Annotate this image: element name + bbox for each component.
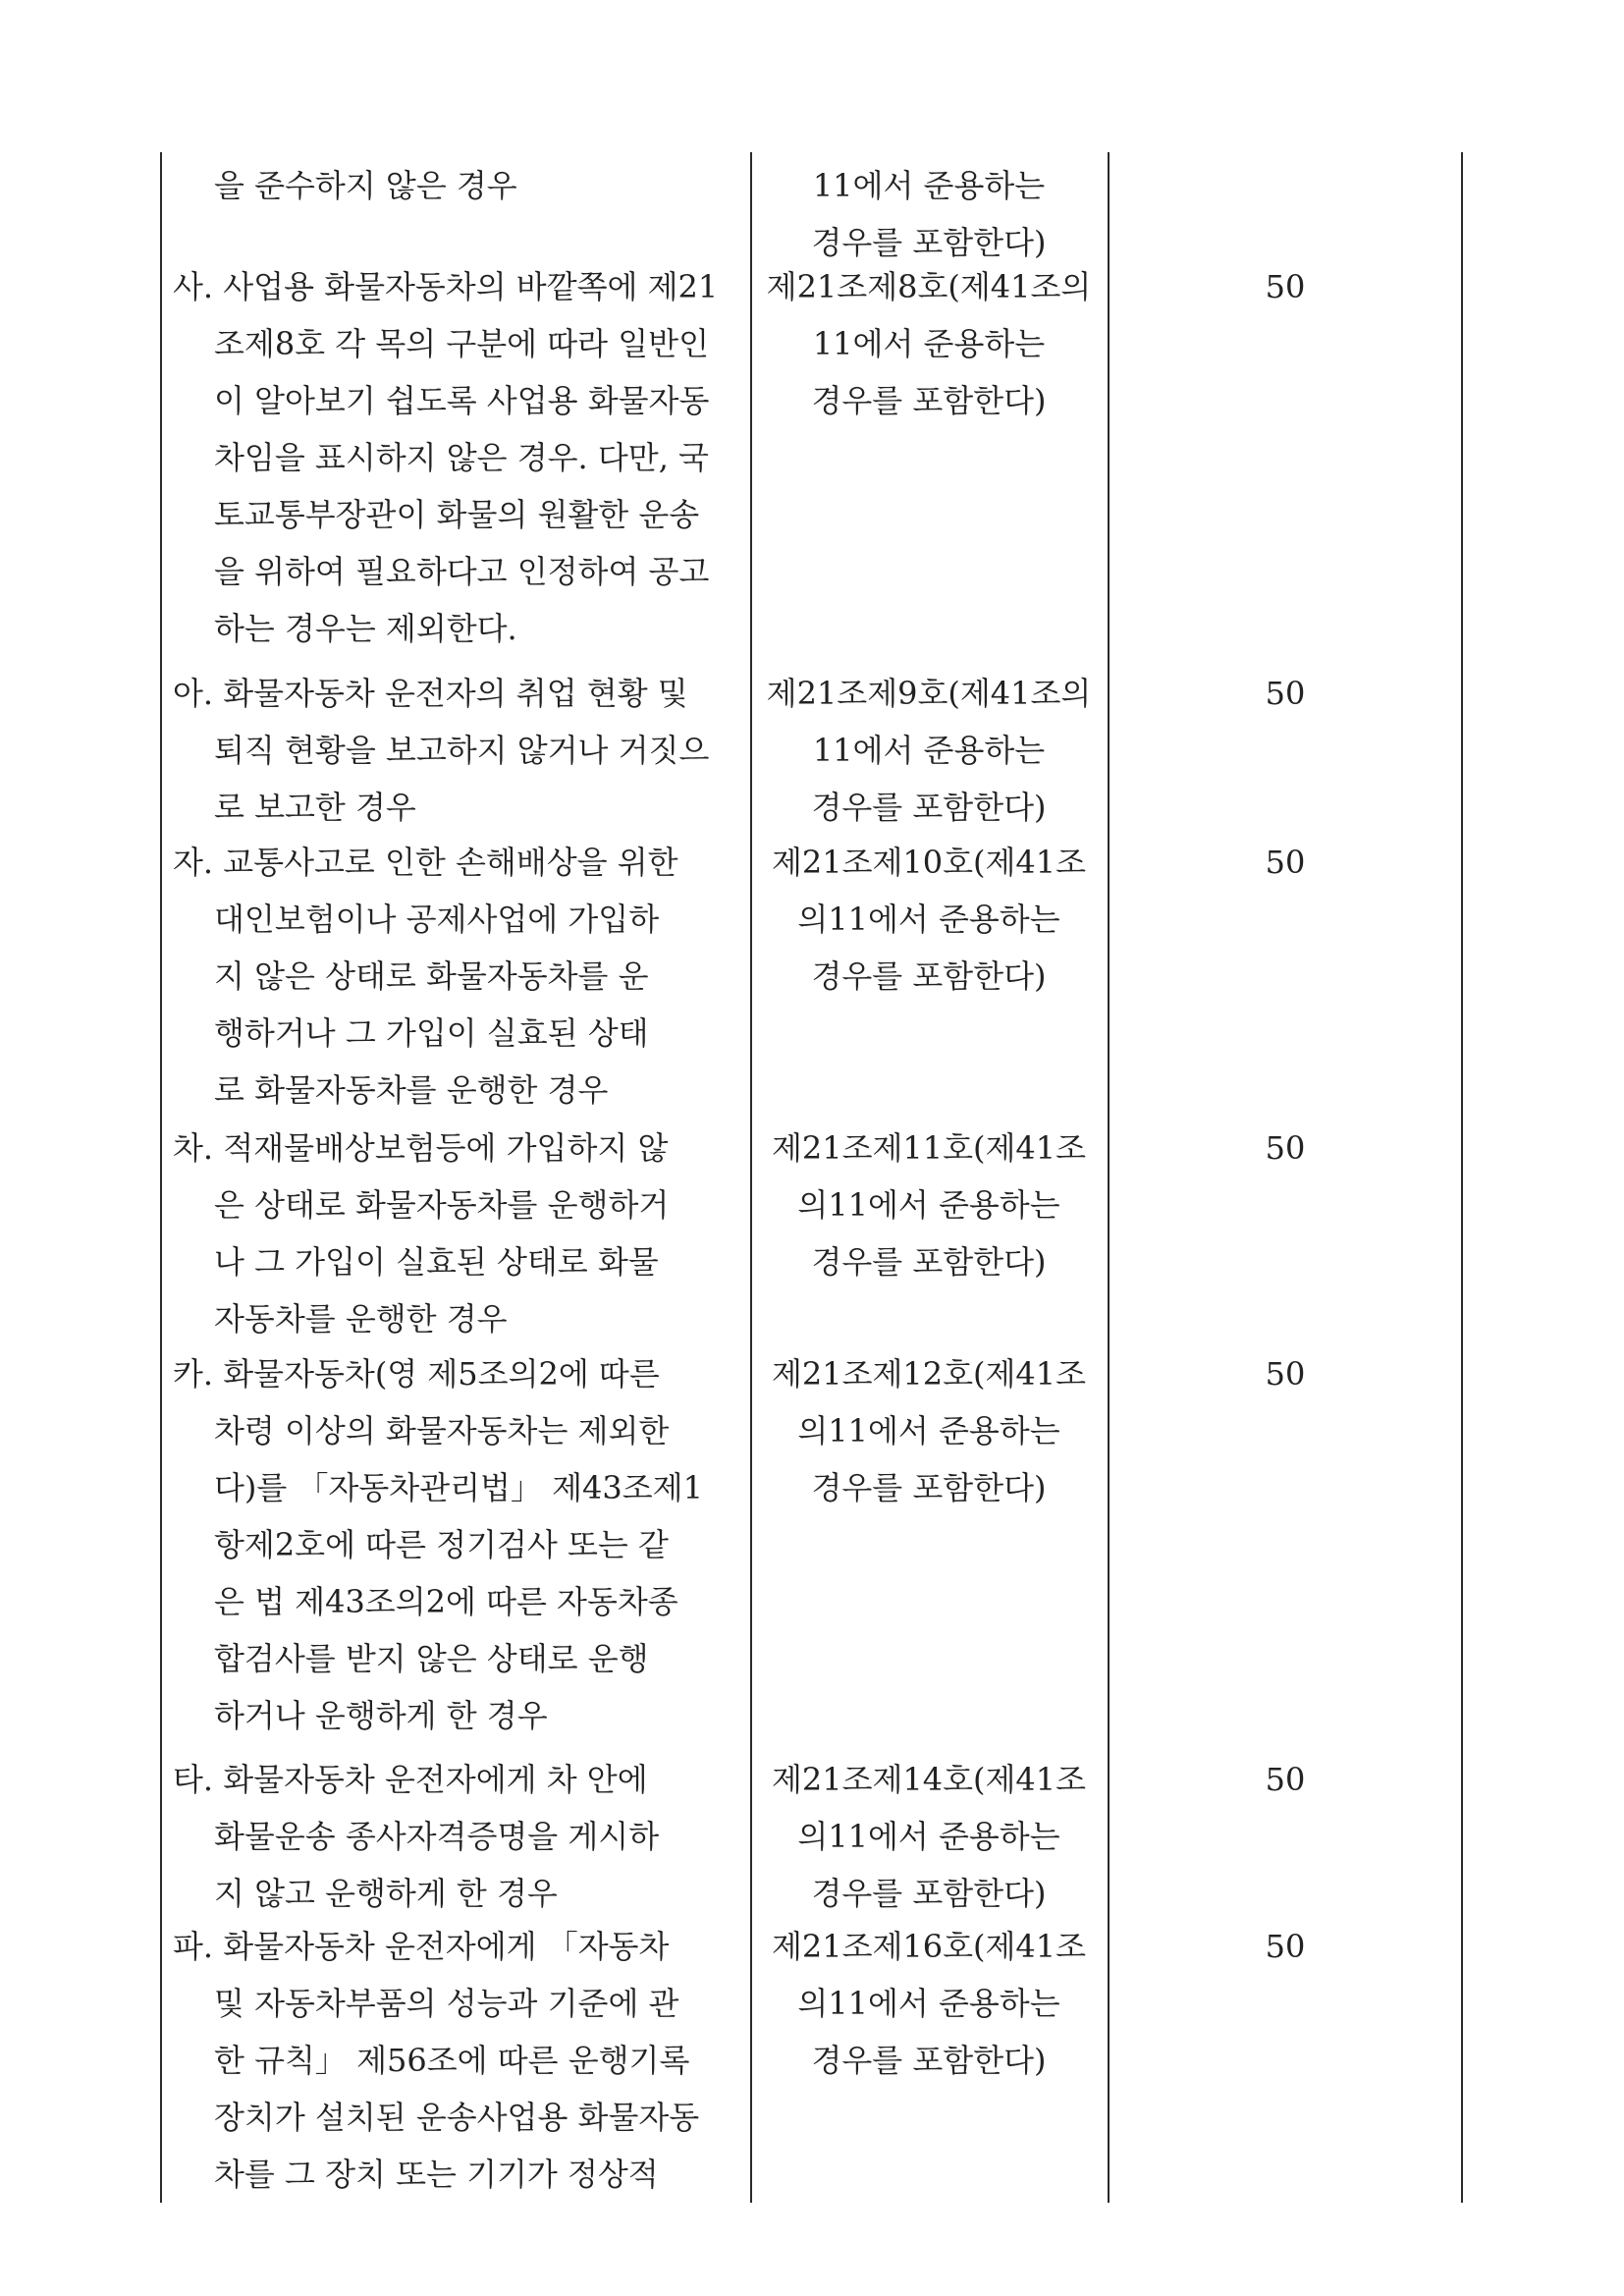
violation-description bbox=[173, 834, 742, 1119]
legal-basis-line: 경우를 포함한다) bbox=[811, 1243, 1047, 1281]
penalty-amount: 50 bbox=[1265, 844, 1306, 881]
table-border-col2 bbox=[1108, 152, 1110, 2203]
penalty-amount: 50 bbox=[1265, 268, 1306, 305]
description-line: 파. 화물자동차 운전자에게 「자동차 bbox=[173, 1928, 670, 1965]
description-line: 합검사를 받지 않은 상태로 운행 bbox=[214, 1640, 649, 1677]
description-line: 한 규칙」 제56조에 따른 운행기록 bbox=[214, 2042, 690, 2079]
description-line: 화물운송 종사자격증명을 게시하 bbox=[214, 1818, 660, 1855]
legal-basis-line: 의11에서 준용하는 bbox=[797, 1985, 1060, 2022]
description-line: 행하거나 그 가입이 실효된 상태 bbox=[214, 1014, 649, 1052]
description-line: 차를 그 장치 또는 기기가 정상적 bbox=[214, 2156, 659, 2193]
legal-basis bbox=[756, 1751, 1102, 1922]
table-border-left bbox=[160, 152, 162, 2203]
description-line: 을 위하여 필요하다고 인정하여 공고 bbox=[214, 553, 710, 590]
description-line: 지 않고 운행하게 한 경우 bbox=[214, 1875, 558, 1912]
description-line: 카. 화물자동차(영 제5조의2에 따른 bbox=[173, 1355, 660, 1393]
table-border-right bbox=[1461, 152, 1463, 2203]
violation-description bbox=[173, 1918, 742, 2203]
legal-basis bbox=[756, 834, 1102, 1005]
legal-basis-line: 제21조제16호(제41조 bbox=[771, 1928, 1087, 1965]
violation-description bbox=[173, 1751, 742, 1922]
legal-basis bbox=[756, 1120, 1102, 1290]
description-line: 나 그 가입이 실효된 상태로 화물 bbox=[214, 1243, 659, 1281]
description-line: 타. 화물자동차 운전자에게 차 안에 bbox=[173, 1761, 648, 1798]
violation-description bbox=[173, 1120, 742, 1347]
legal-basis-line: 경우를 포함한다) bbox=[811, 789, 1047, 826]
legal-basis-line: 제21조제8호(제41조의 bbox=[766, 268, 1092, 305]
legal-basis-line: 경우를 포함한다) bbox=[811, 382, 1047, 419]
violation-description bbox=[173, 157, 742, 214]
description-line: 사. 사업용 화물자동차의 바깥쪽에 제21 bbox=[173, 268, 719, 305]
description-line: 지 않은 상태로 화물자동차를 운 bbox=[214, 957, 649, 995]
description-line: 대인보험이나 공제사업에 가입하 bbox=[214, 901, 660, 938]
penalty-amount: 50 bbox=[1265, 1761, 1306, 1798]
legal-basis-line: 의11에서 준용하는 bbox=[797, 1186, 1060, 1224]
legal-basis-line: 제21조제11호(제41조 bbox=[771, 1129, 1087, 1167]
legal-basis-line: 11에서 준용하는 bbox=[812, 732, 1046, 769]
description-line: 로 화물자동차를 운행한 경우 bbox=[214, 1071, 609, 1109]
legal-basis-line: 제21조제12호(제41조 bbox=[771, 1355, 1087, 1393]
legal-basis-line: 경우를 포함한다) bbox=[811, 224, 1047, 261]
violation-description bbox=[173, 1345, 742, 1744]
penalty-amount: 50 bbox=[1265, 1129, 1306, 1167]
description-line: 을 준수하지 않은 경우 bbox=[214, 167, 517, 204]
legal-basis-line: 11에서 준용하는 bbox=[812, 167, 1046, 204]
legal-basis-line: 11에서 준용하는 bbox=[812, 325, 1046, 362]
legal-basis-line: 경우를 포함한다) bbox=[811, 1875, 1047, 1912]
legal-basis bbox=[756, 258, 1102, 429]
legal-basis-line: 제21조제9호(제41조의 bbox=[766, 675, 1092, 712]
legal-basis-line: 의11에서 준용하는 bbox=[797, 1412, 1060, 1449]
legal-basis-line: 제21조제10호(제41조 bbox=[771, 844, 1087, 881]
table-border-col1 bbox=[750, 152, 752, 2203]
penalty-amount: 50 bbox=[1265, 1355, 1306, 1393]
legal-basis-line: 경우를 포함한다) bbox=[811, 957, 1047, 995]
penalty-amount: 50 bbox=[1265, 1928, 1306, 1965]
violation-description bbox=[173, 665, 742, 836]
description-line: 항제2호에 따른 정기검사 또는 같 bbox=[214, 1526, 669, 1563]
legal-basis-line: 의11에서 준용하는 bbox=[797, 901, 1060, 938]
description-line: 퇴직 현황을 보고하지 않거나 거짓으 bbox=[214, 732, 710, 769]
description-line: 하는 경우는 제외한다. bbox=[214, 610, 517, 647]
description-line: 로 보고한 경우 bbox=[214, 789, 416, 826]
description-line: 은 상태로 화물자동차를 운행하거 bbox=[214, 1186, 670, 1224]
legal-basis-line: 경우를 포함한다) bbox=[811, 2042, 1047, 2079]
description-line: 하거나 운행하게 한 경우 bbox=[214, 1697, 548, 1734]
legal-basis-line: 의11에서 준용하는 bbox=[797, 1818, 1060, 1855]
description-line: 은 법 제43조의2에 따른 자동차종 bbox=[214, 1583, 678, 1620]
description-line: 조제8호 각 목의 구분에 따라 일반인 bbox=[214, 325, 709, 362]
description-line: 차. 적재물배상보험등에 가입하지 않 bbox=[173, 1129, 669, 1167]
penalty-amount: 50 bbox=[1265, 675, 1306, 712]
legal-basis-line: 경우를 포함한다) bbox=[811, 1469, 1047, 1506]
legal-basis bbox=[756, 1918, 1102, 2089]
violation-description bbox=[173, 258, 742, 657]
legal-basis bbox=[756, 1345, 1102, 1516]
legal-basis bbox=[756, 157, 1102, 271]
description-line: 및 자동차부품의 성능과 기준에 관 bbox=[214, 1985, 679, 2022]
legal-basis-line: 제21조제14호(제41조 bbox=[771, 1761, 1087, 1798]
description-line: 자. 교통사고로 인한 손해배상을 위한 bbox=[173, 844, 678, 881]
description-line: 토교통부장관이 화물의 원활한 운송 bbox=[214, 496, 700, 533]
description-line: 자동차를 운행한 경우 bbox=[214, 1300, 508, 1338]
description-line: 장치가 설치된 운송사업용 화물자동 bbox=[214, 2099, 700, 2136]
legal-basis bbox=[756, 665, 1102, 836]
description-line: 아. 화물자동차 운전자의 취업 현황 및 bbox=[173, 675, 688, 712]
description-line: 이 알아보기 쉽도록 사업용 화물자동 bbox=[214, 382, 710, 419]
description-line: 차령 이상의 화물자동차는 제외한 bbox=[214, 1412, 670, 1449]
description-line: 차임을 표시하지 않은 경우. 다만, 국 bbox=[214, 439, 709, 476]
description-line: 다)를 「자동차관리법」 제43조제1 bbox=[214, 1469, 703, 1506]
